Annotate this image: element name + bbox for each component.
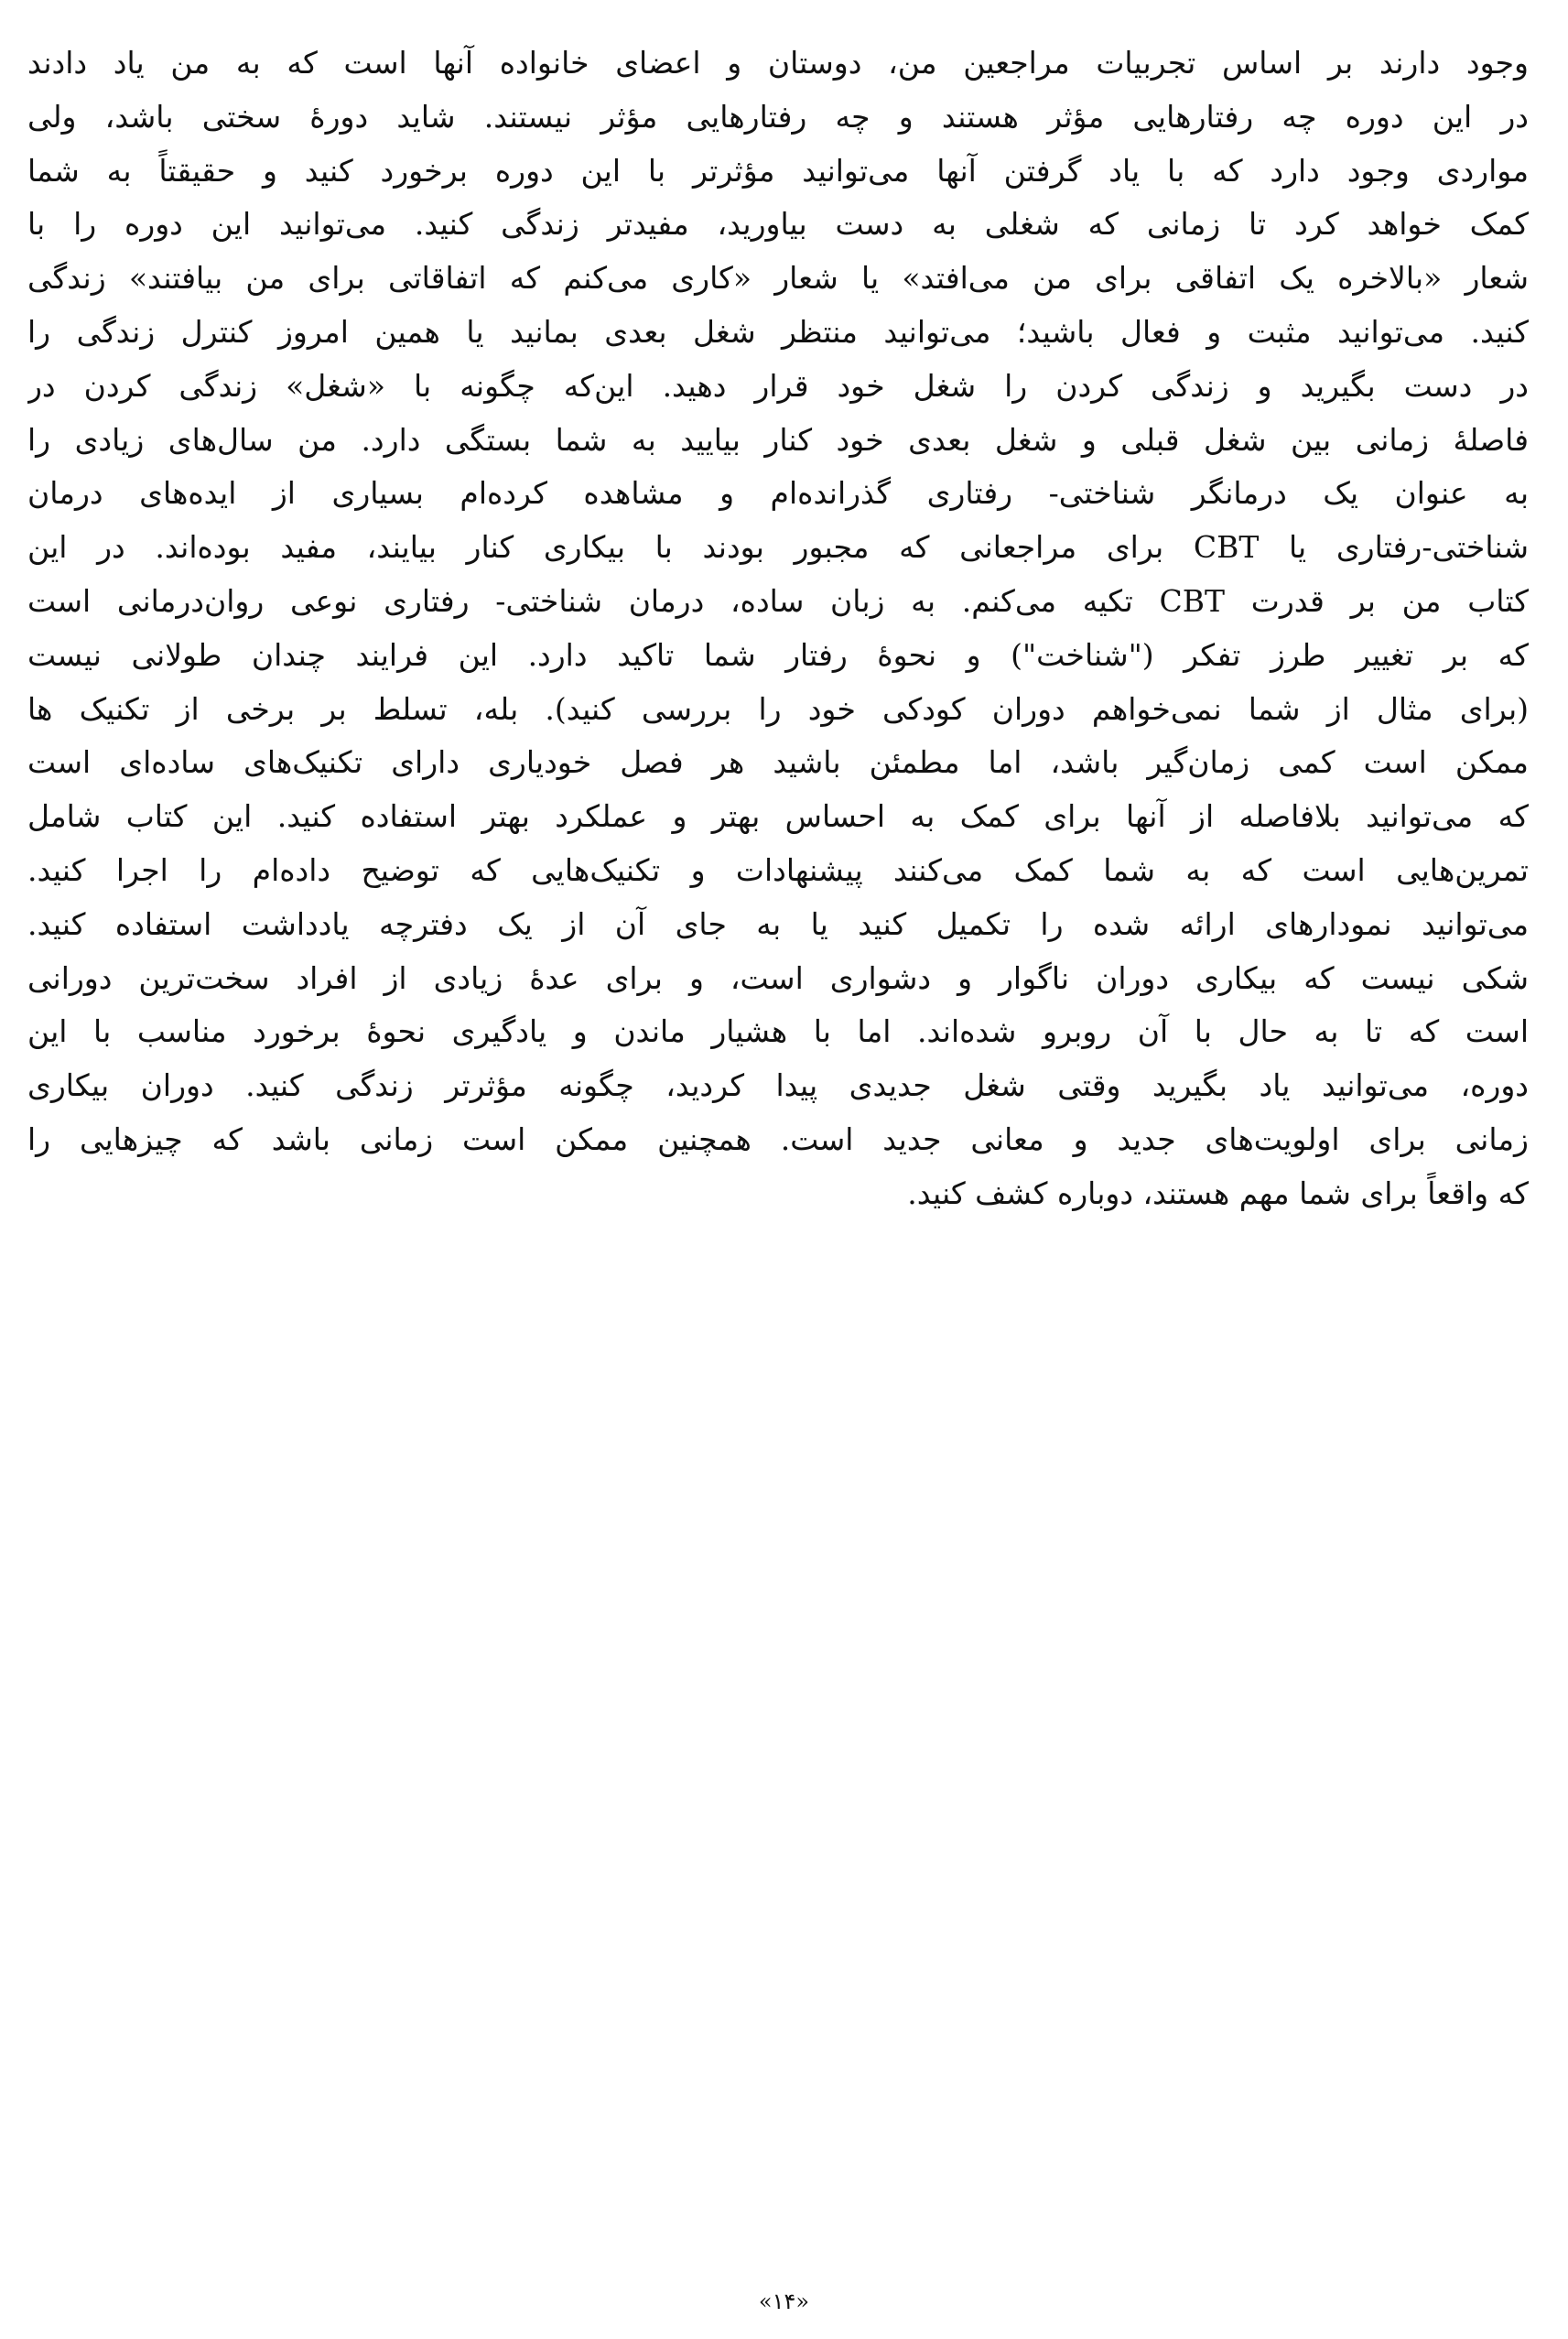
text-line: مواردی وجود دارد که با یاد گرفتن آنها می‌توانید مؤثرتر با این دوره برخورد کنید و حقیقتاً به شما (27, 152, 1529, 189)
text-line: (برای مثال از شما نمی‌خواهم دوران کودکی خود را بررسی کنید). بله، تسلط بر برخی از تکنیک ها (27, 690, 1529, 727)
text-line: فاصلهٔ زمانی بین شغل قبلی و شغل بعدی خود کنار بیایید به شما بستگی دارد. من سال‌های زیادی را (27, 421, 1529, 458)
text-line: کتاب من بر قدرت CBT تکیه می‌کنم. به زبان ساده، درمان شناختی- رفتاری نوعی روان‌درمانی است (27, 582, 1529, 619)
text-line: کنید. می‌توانید مثبت و فعال باشید؛ می‌توانید منتظر شغل بعدی بمانید یا همین امروز کنترل زندگی را (27, 313, 1529, 350)
text-line: زمانی برای اولویت‌های جدید و معانی جدید است. همچنین ممکن است زمانی باشد که چیزهایی را (27, 1121, 1529, 1157)
text-line: دوره، می‌توانید یاد بگیرید وقتی شغل جدیدی پیدا کردید، چگونه مؤثرتر زندگی کنید. دوران بیکاری (27, 1067, 1529, 1104)
text-line: است که تا به حال با آن روبرو شده‌اند. اما با هشیار ماندن و یادگیری نحوهٔ برخورد مناسب با این (27, 1013, 1529, 1050)
text-line: کمک خواهد کرد تا زمانی که شغلی به دست بیاورید، مفیدتر زندگی کنید. می‌توانید این دوره را با (27, 206, 1529, 243)
text-line: در این دوره چه رفتارهایی مؤثر هستند و چه رفتارهایی مؤثر نیستند. شاید دورهٔ سختی باشد، ولی (27, 98, 1529, 135)
body-text (27, 37, 1529, 1221)
text-line: شعار «بالاخره یک اتفاقی برای من می‌افتد» یا شعار «کاری می‌کنم که اتفاقاتی برای من بیافتند» زندگی (27, 260, 1529, 297)
text-line: شکی نیست که بیکاری دوران ناگوار و دشواری است، و برای عدهٔ زیادی از افراد سخت‌ترین دورانی (27, 959, 1529, 996)
text-line-last: که واقعاً برای شما مهم هستند، دوباره کشف کنید. (907, 1175, 1529, 1211)
text-line: در دست بگیرید و زندگی کردن را شغل خود قرار دهید. این‌که چگونه با «شغل» زندگی کردن در (27, 367, 1529, 404)
page-number: «۱۴» (758, 2289, 810, 2314)
text-line: تمرین‌هایی است که به شما کمک می‌کنند پیشنهادات و تکنیک‌هایی که توضیح داده‌ام را اجرا کنید. (27, 851, 1529, 888)
text-line: ممکن است کمی زمان‌گیر باشد، اما مطمئن باشید هر فصل خودیاری دارای تکنیک‌های ساده‌ای است (27, 744, 1529, 781)
text-line: شناختی-رفتاری یا CBT برای مراجعانی که مجبور بودند با بیکاری کنار بیایند، مفید بوده‌اند. در این (27, 529, 1529, 566)
text-line: وجود دارند بر اساس تجربیات مراجعین من، دوستان و اعضای خانواده آنها است که به من یاد دادند (27, 45, 1529, 81)
text-line: می‌توانید نمودارهای ارائه شده را تکمیل کنید یا به جای آن از یک دفترچه یادداشت استفاده کنید. (27, 905, 1529, 942)
text-line: که می‌توانید بلافاصله از آنها برای کمک به احساس بهتر و عملکرد بهتر استفاده کنید. این کتاب شامل (27, 798, 1529, 835)
text-line: که بر تغییر طرز تفکر ("شناخت") و نحوهٔ رفتار شما تاکید دارد. این فرایند چندان طولانی نیست (27, 636, 1529, 673)
text-line: به عنوان یک درمانگر شناختی- رفتاری گذرانده‌ام و مشاهده کرده‌ام بسیاری از ایده‌های درمان (27, 475, 1529, 512)
